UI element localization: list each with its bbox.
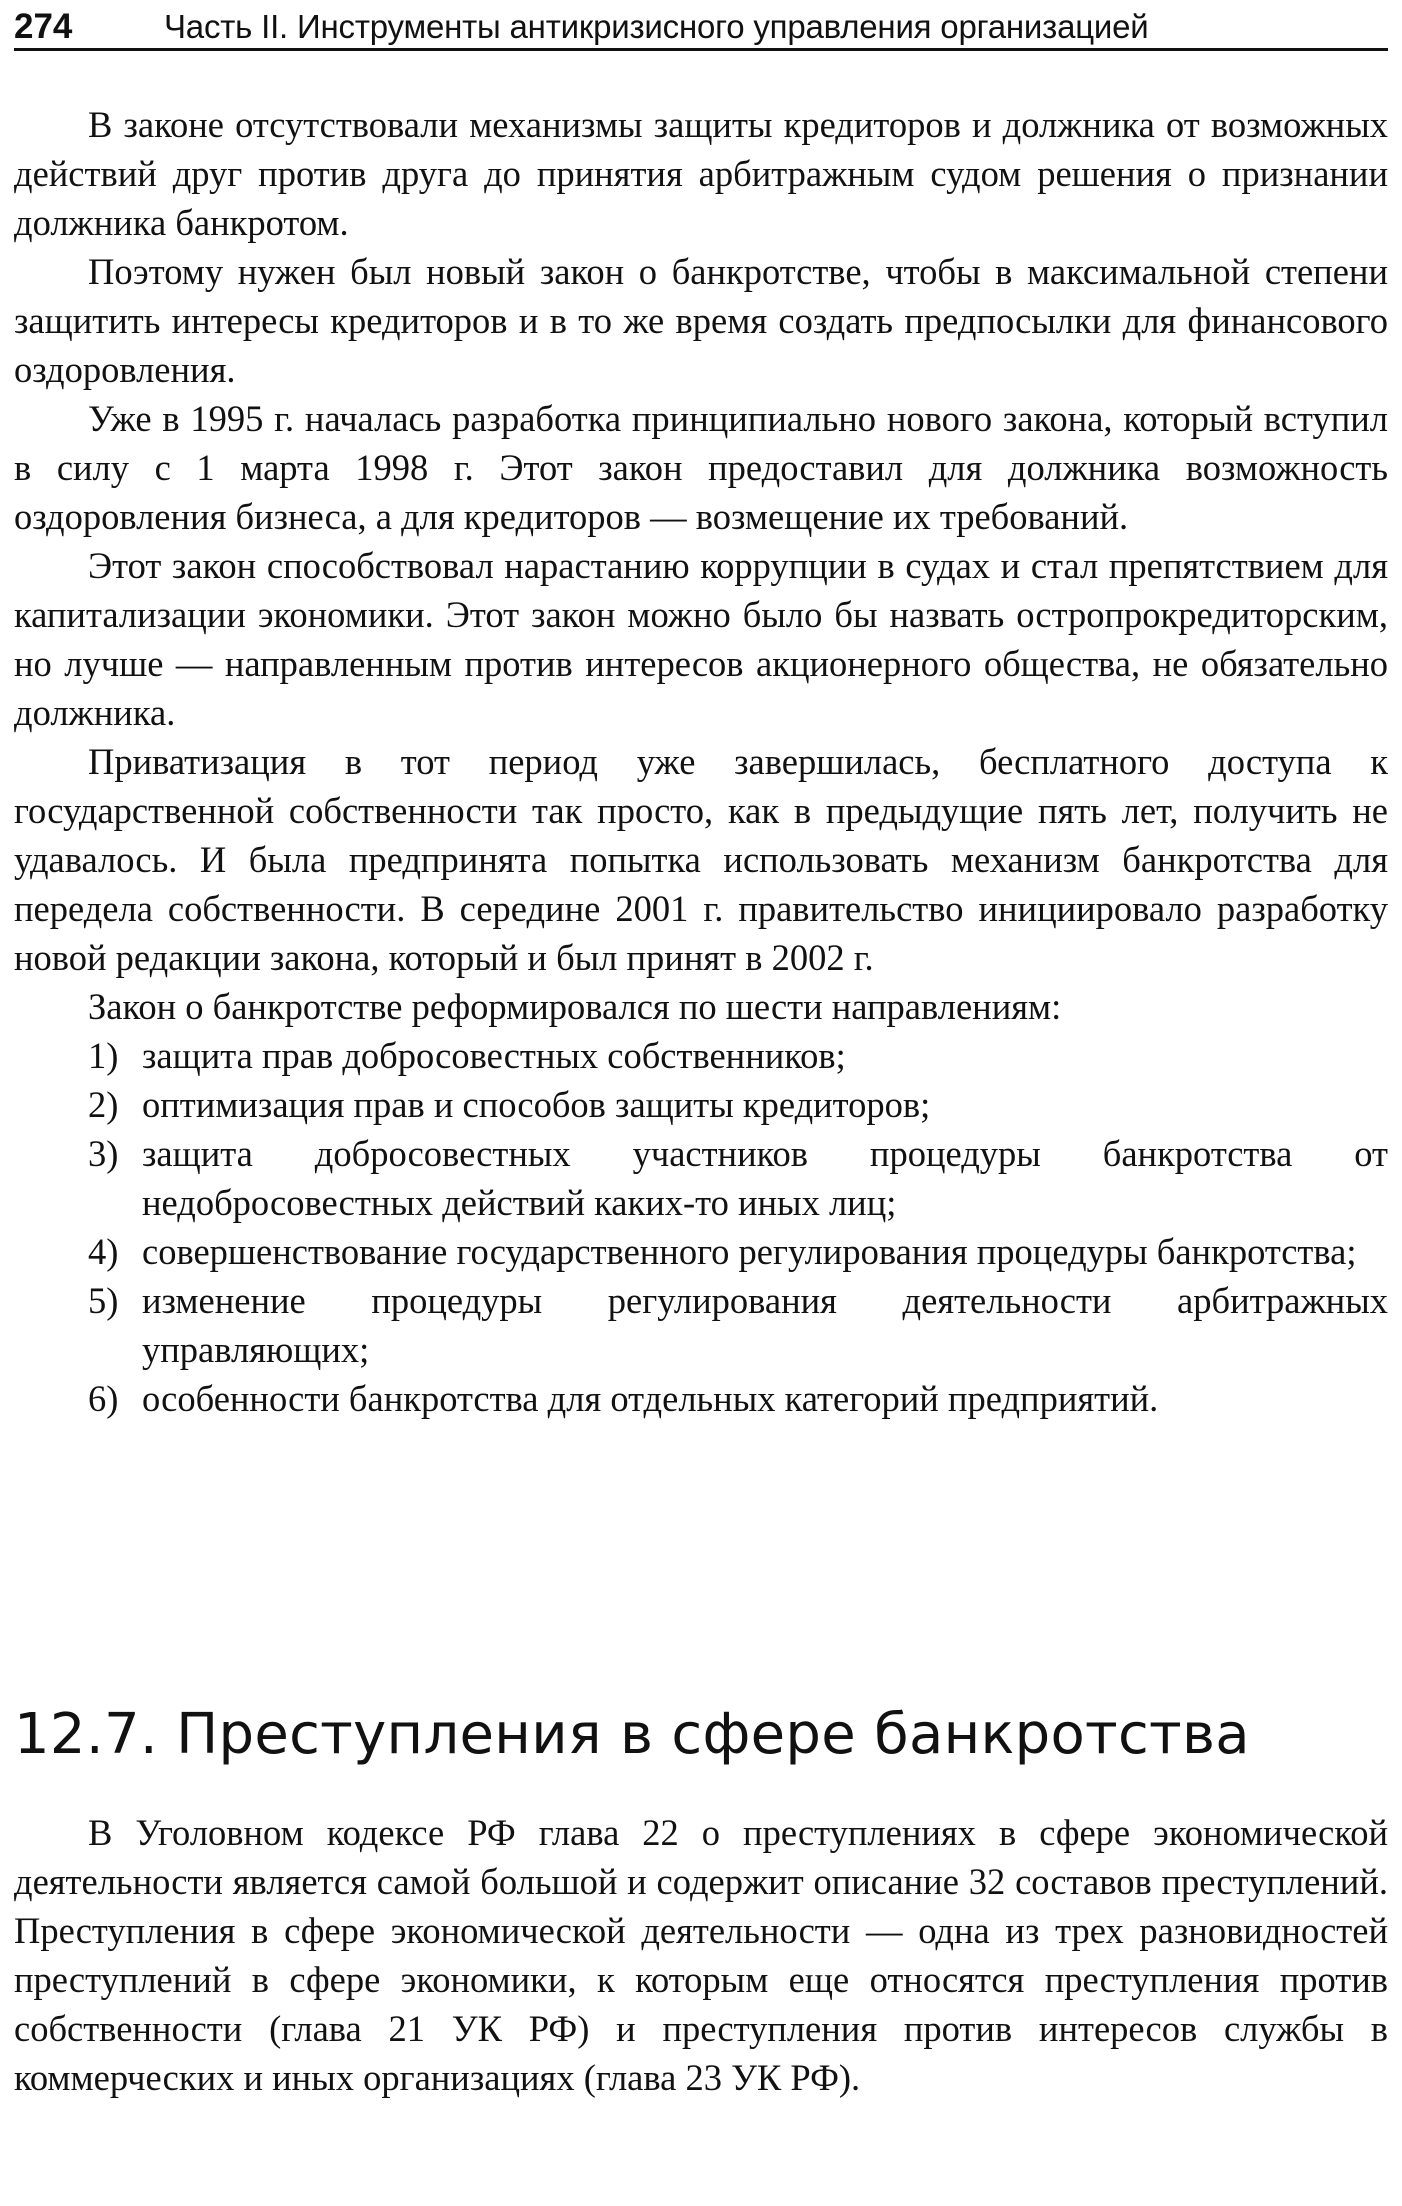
page-number: 274 (14, 7, 73, 46)
list-item-number: 4) (88, 1231, 119, 1272)
list-item-text: совершенствование государственного регулирования процедуры банкротства; (142, 1231, 1357, 1272)
reform-directions-list (14, 1031, 1388, 1423)
paragraph: Поэтому нужен был новый закон о банкротстве, чтобы в максимальной степени защитить интересы кредиторов и в то же время создать предпосылки для финансового оздоровления. (14, 251, 1388, 390)
list-item-number: 3) (88, 1133, 119, 1174)
list-item-number: 5) (88, 1280, 119, 1321)
running-title: Часть II. Инструменты антикризисного управления организацией (164, 8, 1149, 45)
paragraph: В Уголовном кодексе РФ глава 22 о преступлениях в сфере экономической деятельности является самой большой и содержит описание 32 составов преступлений. Преступления в сфере экономической деятельности — одна из трех разновидностей преступлений в сфере экономики, к которым еще относятся преступления против собственности (глава 21 УК РФ) и преступления против интересов службы в коммерческих и иных организациях (глава 23 УК РФ). (14, 1812, 1388, 2098)
paragraph: В законе отсутствовали механизмы защиты кредиторов и должника от возможных действий друг против друга до принятия арбитражным судом решения о признании должника банкротом. (14, 104, 1388, 243)
book-page (14, 0, 1388, 2206)
list-item (14, 1374, 1388, 1423)
list-item-text: защита добросовестных участников процедуры банкротства от недобросовестных действий каких-то иных лиц; (142, 1133, 1388, 1223)
body-text-before-section (14, 100, 1388, 1423)
running-header (14, 6, 1388, 51)
list-item-number: 1) (88, 1035, 119, 1076)
section-body-text (14, 1808, 1388, 2102)
list-item-number: 6) (88, 1378, 119, 1419)
list-item (14, 1031, 1388, 1080)
list-item-text: защита прав добросовестных собственников; (142, 1035, 846, 1076)
section-heading: 12.7. Преступления в сфере банкротства (14, 1702, 1250, 1767)
list-item (14, 1129, 1388, 1227)
list-item-text: особенности банкротства для отдельных категорий предприятий. (142, 1378, 1159, 1419)
list-item-number: 2) (88, 1084, 119, 1125)
paragraph: Уже в 1995 г. началась разработка принципиально нового закона, который вступил в силу с 1 марта 1998 г. Этот закон предоставил для должника возможность оздоровления бизнеса, а для кредиторов — возмещение их требований. (14, 398, 1388, 537)
paragraph: Этот закон способствовал нарастанию коррупции в судах и стал препятствием для капитализации экономики. Этот закон можно было бы назвать остропрокредиторским, но лучше — направленным против интересов акционерного общества, не обязательно должника. (14, 545, 1388, 733)
list-intro-paragraph: Закон о банкротстве реформировался по шести направлениям: (88, 986, 1062, 1027)
list-item-text: оптимизация прав и способов защиты кредиторов; (142, 1084, 931, 1125)
list-item (14, 1080, 1388, 1129)
list-item-text: изменение процедуры регулирования деятельности арбитражных управляющих; (142, 1280, 1388, 1370)
list-item (14, 1227, 1388, 1276)
paragraph: Приватизация в тот период уже завершилась, бесплатного доступа к государственной собственности так просто, как в предыдущие пять лет, получить не удавалось. И была предпринята попытка использовать механизм банкротства для передела собственности. В середине 2001 г. правительство инициировало разработку новой редакции закона, который и был принят в 2002 г. (14, 741, 1388, 978)
list-item (14, 1276, 1388, 1374)
